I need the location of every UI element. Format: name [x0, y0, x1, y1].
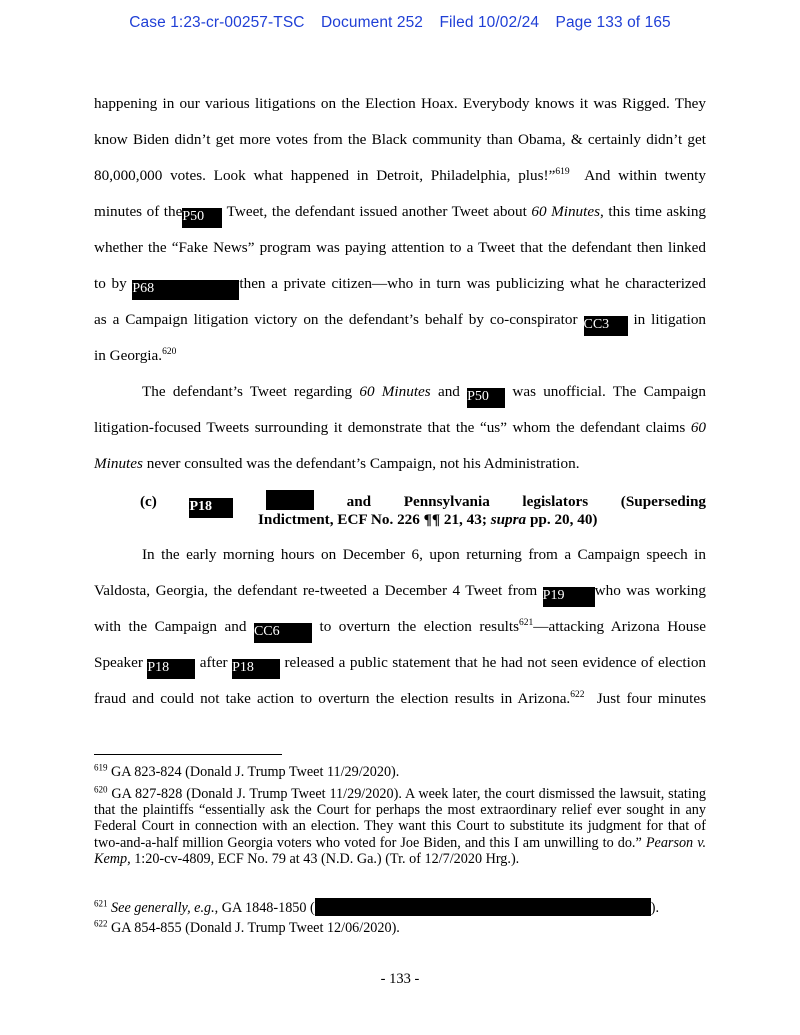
body-line: 80,000,000 votes. Look what happened in Detroit, Philadelphia, plus!”$^{619}$ And within twenty [94, 166, 706, 184]
redaction-box: P18 [232, 659, 280, 679]
footnote-divider [94, 754, 282, 755]
page-of-total: Page 133 of 165 [555, 14, 671, 31]
body-line: happening in our various litigations on the Election Hoax. Everybody knows it was Rigged. They [94, 95, 706, 112]
footnote-ref: 621 [519, 617, 534, 628]
body-line: fraud and could not take action to overturn the election results in Arizona.$^{622}$ Just four minutes [94, 689, 707, 707]
redaction-box: P19 [543, 587, 595, 607]
redaction-box: CC6 [254, 623, 312, 643]
footnote-ref: 622 [570, 689, 585, 700]
redaction-box [266, 490, 314, 510]
body-line: whether the “Fake News” program was paying attention to a Tweet that the defendant then linked [94, 239, 706, 256]
body-line: Minutes never consulted was the defendant’s Campaign, not his Administration. [94, 455, 580, 472]
footnote-620: $^{620}$ GA 827-828 (Donald J. Trump Tweet 11/29/2020). A week later, the court dismissed the lawsuit, stating that the plaintiffs “essentially ask the Court for perhaps the most extraordinary relief ever sought in any Federal Court in connection with an election. They want this Court to substitute its judgment for that of two-and-a-half million Georgia voters who voted for Joe Biden, and this I am unwilling to do.” Pearson v. Kemp, 1:20-cv-4809, ECF No. 79 at 43 (N.D. Ga.) (Tr. of 12/7/2020 Hrg.). [94, 784, 707, 867]
body-line: with the Campaign and CC6 to overturn the election results$^{621}$—attacking Arizona House [94, 617, 706, 637]
body-line: Valdosta, Georgia, the defendant re-tweeted a December 4 Tweet from P19 who was working [94, 581, 706, 601]
footnote-ref: 619 [555, 166, 570, 177]
body-line: The defendant’s Tweet regarding 60 Minutes and P50 was unofficial. The Campaign [94, 382, 706, 402]
footnote-622: $^{622}$ GA 854-855 (Donald J. Trump Tweet 12/06/2020). [94, 918, 400, 936]
redaction-box: P18 [147, 659, 195, 679]
body-line: to by P68 then a private citizen—who in turn was publicizing what he characterized [94, 274, 706, 294]
court-filing-header [0, 14, 800, 32]
footnote-619: $^{619}$ GA 823-824 (Donald J. Trump Tweet 11/29/2020). [94, 762, 400, 780]
footnote-621: $^{621}$ See generally, e.g., GA 1848-1850 ( ). [94, 898, 660, 916]
filed-date: Filed 10/02/24 [439, 14, 540, 31]
document-number: Document 252 [321, 14, 424, 31]
footnote-ref: 620 [162, 346, 177, 357]
body-line: minutes of theP50 Tweet, the defendant issued another Tweet about 60 Minutes, this time asking [94, 202, 706, 222]
body-line: In the early morning hours on December 6, upon returning from a Campaign speech in [142, 546, 706, 563]
page-number: - 133 - [380, 971, 420, 987]
case-number: Case 1:23-cr-00257-TSC [129, 14, 305, 31]
redaction-box [315, 898, 651, 916]
redaction-box: P68 [132, 280, 239, 300]
body-line: Speaker P18 after P18 released a public statement that he had not seen evidence of election [94, 653, 706, 673]
body-line: know Biden didn’t get more votes from the Black community than Obama, & certainly didn’t get [94, 131, 706, 148]
body-line: in Georgia.$^{620}$ [94, 346, 177, 364]
body-line: litigation-focused Tweets surrounding it demonstrate that the “us” whom the defendant claims 60 [94, 419, 706, 436]
section-heading: (c) P18 and Pennsylvania legislators (Superseding Indictment, ECF No. 226 ¶¶ 21, 43; supra pp. 20, 40) [140, 490, 706, 529]
redaction-box: CC3 [584, 316, 628, 336]
redaction-box: P18 [189, 498, 233, 518]
redaction-box: P50 [467, 388, 505, 408]
redaction-box: P50 [182, 208, 222, 228]
body-line: as a Campaign litigation victory on the defendant’s behalf by co-conspirator CC3 in litigation [94, 310, 706, 330]
